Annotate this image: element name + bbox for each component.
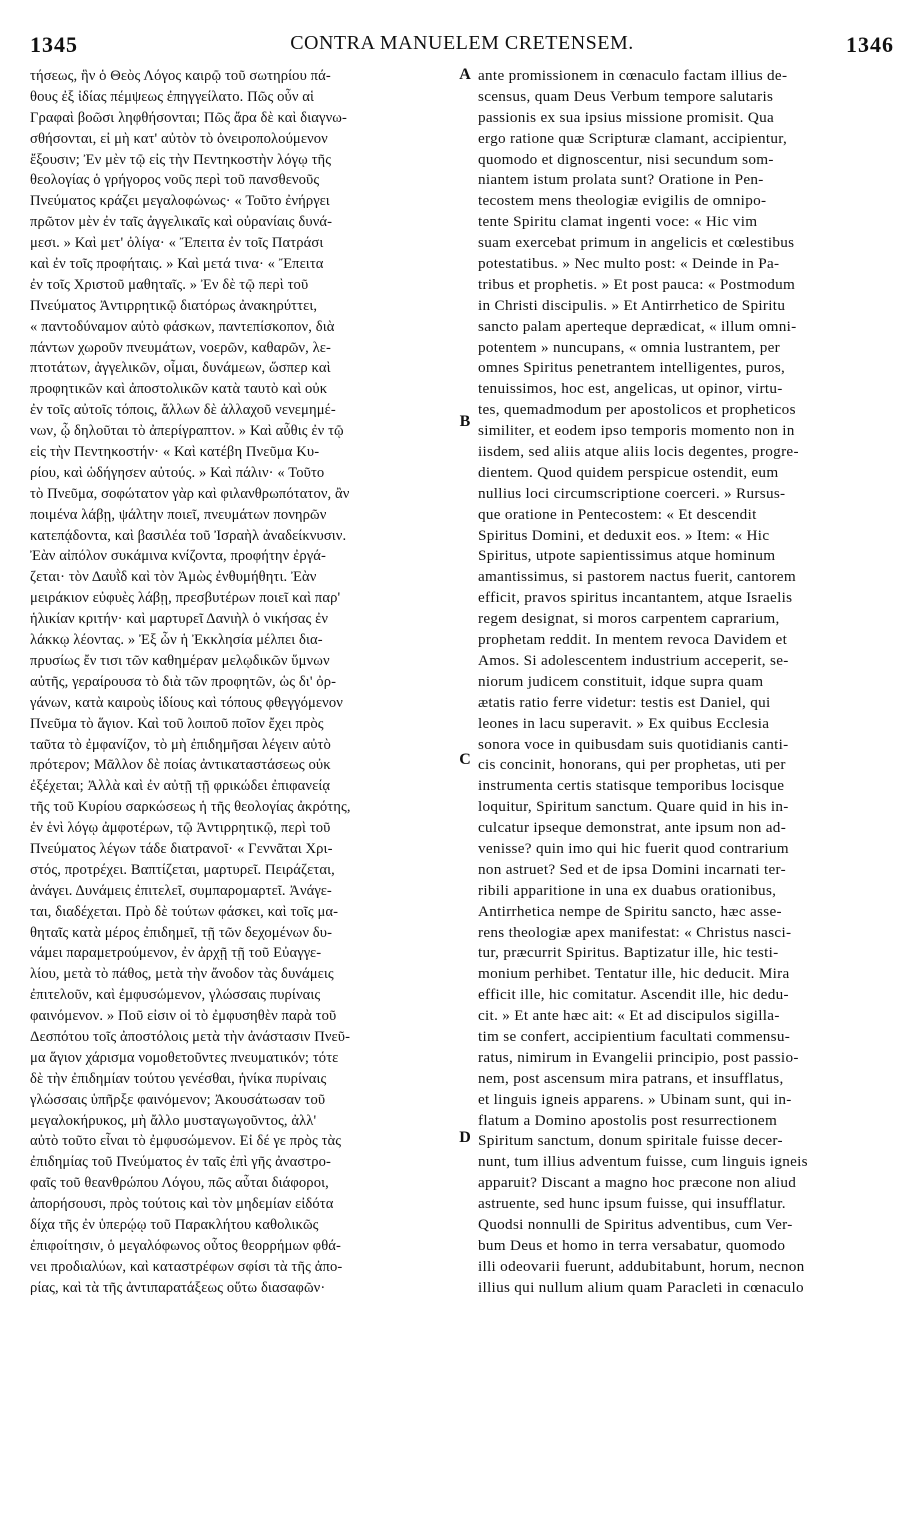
text-line: tur, præcurrit Spiritus. Baptizatur ille, hic testi- [478,944,779,962]
text-line: Ἐὰν αἰπόλον συκάμινα κνίζοντα, προφήτην ἐργά- [30,548,326,565]
text-line: ἡλικίαν κριτήν· καὶ μαρτυρεῖ Δανιὴλ ὁ νικήσας ἐν [30,611,329,628]
text-line: μεγαλοκήρυκος, μὴ ἄλλο μυσταγωγοῦντος, ἀλλ' [30,1112,317,1129]
text-line: iisdem, sed aliis atque aliis locis degentes, progre- [478,443,799,461]
text-line: rens theologiæ apex manifestat: « Christus nasci- [478,923,792,941]
text-line: ergo ratione quæ Scripturæ clamant, accipientur, [478,129,788,147]
margin-marker-b: B [459,413,471,430]
text-line: φαινόμενον. » Ποῦ εἰσιν οἱ τὸ ἐμφυσηθὲν παρὰ τοῦ [30,1008,337,1025]
text-line: Spiritus Domini, et deduxit eos. » Item: « Hic [478,526,770,544]
text-line: Quodsi nonnulli de Spiritus adventibus, cum Ver- [478,1215,793,1233]
text-line: Γραφαὶ βοῶσι ληφθήσονται; Πῶς ἄρα δὲ καὶ διαγνω- [30,109,347,126]
text-line: πρῶτον μὲν ἐν ταῖς ἀγγελικαῖς καὶ οὐρανίαις δυνά- [30,214,333,231]
text-line: αὐτὸ τοῦτο εἶναι τὸ ἐμφυσώμενον. Εἰ δέ γε πρὸς τὰς [30,1133,342,1150]
text-line: leones in lacu superavit. » Ex quibus Ecclesia [478,714,770,732]
text-line: κατεπᾴδοντα, καὶ βασιλέα τοῦ Ἰσραὴλ ἀναδείκνυσιν. [30,527,347,544]
text-line: et linguis igneis apparens. » Ubinam sunt, qui in- [478,1090,792,1108]
text-line: sancto palam aperteque deprædicat, « illum omni- [478,317,797,335]
text-line: omnes Spiritus penetrantem intelligentes, puros, [478,359,786,377]
text-line: μεσι. » Καὶ μετ' ὀλίγα· « Ἔπειτα ἐν τοῖς Πατράσι [30,235,324,252]
text-line: Πνεύματος Ἀντιρρητικῷ διατόρως ἀνακηρύττει, [30,297,318,314]
text-line: σθήσονται, εἰ μὴ κατ' αὐτὸν τὸ ὀνειροπολούμενον [30,130,328,147]
text-line: nunt, tum illius adventum fuisse, cum linguis igneis [478,1153,808,1171]
text-line: στός, προτρέχει. Βαπτίζεται, μαρτυρεῖ. Πειράζεται, [30,861,335,878]
text-line: ἐξέχεται; Ἀλλὰ καὶ ἐν αὐτῇ τῇ φρικώδει ἐπιφανείᾳ [30,778,331,795]
text-line: similiter, et eodem ipso temporis momento non in [478,422,795,440]
text-line: efficit ille, hic comitatur. Ascendit ille, hic dedu- [478,986,789,1004]
text-line: αὐτῆς, γεραίρουσα τὸ διὰ τῶν προφητῶν, ὡς δι' ὀρ- [30,673,337,690]
text-line: tes, quemadmodum per apostolicos et propheticos [478,401,796,419]
text-line: illi odeovarii fuerunt, addubitabunt, horum, necnon [478,1257,805,1275]
text-line: πάντων χωροῦν πνευμάτων, νοερῶν, καθαρῶν, λε- [30,339,331,356]
text-line: καὶ ἐν τοῖς προφήταις. » Καὶ μετά τινα· « Ἔπειτα [30,256,324,273]
text-line: cit. » Et ante hæc ait: « Et ad discipulos sigilla- [478,1007,780,1025]
text-line: θηταῖς κατὰ μέρος ἐπιδημεῖ, τῇ τῶν δεχομένων δυ- [30,924,333,941]
text-line: ante promissionem in cœnaculo factam illius de- [478,67,788,84]
text-line: illius qui nullum alium quam Paracleti in cœnaculo [478,1278,804,1296]
text-line: sonora voce in quibusdam suis quotidianis canti- [478,735,789,753]
text-line: tim se confert, accipientium facultati commensu- [478,1027,791,1045]
page-number-left: 1345 [30,32,78,57]
text-line: regem designat, si moros carpentem caprarium, [478,610,780,628]
text-line: εἰς τὴν Πεντηκοστήν· « Καὶ κατέβη Πνεῦμα Κυ- [30,444,320,461]
text-line: νων, ᾧ δηλοῦται τὸ ἀπερίγραπτον. » Καὶ αὖθις ἐν τῷ [30,423,344,440]
latin-text-column [478,66,894,1299]
text-line: Πνεύματος κράζει μεγαλοφώνως· « Τοῦτο ἐνήργει [30,193,330,210]
text-line: amantissimus, si pastorem nactus fuerit, cantorem [478,568,796,586]
text-line: apparuit? Discant a magno hoc præcone non aliud [478,1174,797,1192]
text-line: quomodo et dignoscentur, nisi secundum som- [478,150,774,168]
text-line: ætatis ratio ferre videtur: testis est Daniel, qui [478,693,771,711]
text-line: nem, post ascensum mira patrans, et insufflatus, [478,1069,784,1087]
text-line: « παντοδύναμον αὐτὸ φάσκων, παντεπίσκοπον, διὰ [30,318,335,335]
text-line: suam exercebat primum in angelicis et cœlestibus [478,234,795,252]
text-line: potentem » nuncupans, « omnia lustrantem, per [478,338,780,356]
text-line: γλώσσαις ὑπῆρξε φαινόμενον; Ἀκουσάτωσαν τοῦ [30,1091,326,1108]
text-line: in Christi discipulis. » Et Antirrhetico de Spiritu [478,296,786,314]
page-header [30,32,894,62]
text-line: venisse? quin imo qui hic fuerit quod contrarium [478,839,789,857]
text-line: δίχα τῆς ἐν ὑπερῴῳ τοῦ Παρακλήτου καθολικῶς [30,1216,319,1233]
page-number-right: 1346 [846,32,894,57]
text-line: astruente, sed hunc ipsum fuisse, qui insufflatur. [478,1195,786,1213]
text-line: tente Spiritu clamat ingenti voce: « Hic vim [478,213,758,231]
text-line: ζεται· τὸν Δαυῒδ καὶ τὸν Ἀμὼς ἐνθυμήθητι. Ἐὰν [30,569,317,586]
text-line: τῆς τοῦ Κυρίου σαρκώσεως ἡ τῆς θεολογίας ἀκρότης, [30,799,351,816]
text-line: τήσεως, ἣν ὁ Θεὸς Λόγος καιρῷ τοῦ σωτηρίου πά- [30,68,331,84]
text-line: δὲ τὴν ἐπιδημίαν τούτου γενέσθαι, ἡνίκα πυρίναις [30,1070,327,1087]
text-line: instrumenta certis statisque temporibus locisque [478,777,785,795]
text-line: ἔξουσιν; Ἐν μὲν τῷ εἰς τὴν Πεντηκοστὴν λόγῳ τῆς [30,151,332,168]
text-line: flatum a Domino apostolis post resurrectionem [478,1111,778,1129]
text-line: πτοτάτων, ἀγγελικῶν, οἶμαι, δυνάμεων, ὥσπερ καὶ [30,360,331,377]
text-line: θους ἐξ ἰδίας πέμψεως ἐπηγγείλατο. Πῶς οὖν αἱ [30,88,315,105]
text-line: Amos. Si adolescentem industrium acceperit, se- [478,651,789,669]
text-line: scensus, quam Deus Verbum tempore salutaris [478,87,774,105]
text-line: φαῖς τοῦ θεανθρώπου Λόγου, πῶς αὗται διάφοροι, [30,1175,329,1192]
text-line: λάκκῳ λέοντας. » Ἐξ ὧν ἡ Ἐκκλησία μέλπει δια- [30,632,323,649]
text-line: νάμει παραμετρούμενον, ἐν ἀρχῇ τῇ τοῦ Εὐαγγε- [30,945,322,962]
text-line: πρότερον; Μᾶλλον δὲ ποίας ἀντικαταστάσεως οὐκ [30,757,331,774]
text-line: Spiritum sanctum, donum spiritale fuisse decer- [478,1132,783,1150]
text-line: niorum judicem constituit, idque supra quam [478,672,764,690]
text-line: non astruet? Sed et de ipsa Domini incarnati ter- [478,860,786,878]
text-line: ribili apparitione in una ex duabus orationibus, [478,881,777,899]
text-line: θεολογίας ὁ γρήγορος νοῦς περὶ τοῦ πανσθενοῦς [30,172,320,189]
text-line: ἐν τοῖς Χριστοῦ μαθηταῖς. » Ἐν δὲ τῷ περὶ τοῦ [30,276,309,293]
text-line: Spiritus, utpote sapientissimus atque hominum [478,547,776,565]
text-line: prophetam reddit. In mentem revoca Davidem et [478,631,788,649]
text-line: γάνων, κατὰ καιροὺς ἰδίους καὶ τόπους φθεγγόμενον [30,694,343,711]
text-line: culcatur ipseque demonstrat, ante ipsum non ad- [478,819,787,837]
text-line: ἐπιτελοῦν, καὶ ἐμφυσώμενον, γλώσσαις πυρίναις [30,987,321,1004]
text-line: ποιμένα λάβῃ, ψάλτην ποιεῖ, πνευμάτων πονηρῶν [30,506,327,523]
text-line: ται, διαδέχεται. Πρὸ δὲ τούτων φάσκει, καὶ τοῖς μα- [30,903,339,920]
text-line: ἀνάγει. Δυνάμεις ἐπιτελεῖ, συμπαρομαρτεῖ. Ἀνάγε- [30,882,332,899]
text-line: que oratione in Pentecostem: « Et descendit [478,505,757,523]
text-line: ἐπιδημίας τοῦ Πνεύματος ἐν ταῖς ἐπὶ γῆς ἀναστρο- [30,1154,332,1171]
text-line: tenuissimos, hoc est, angelicas, ut opinor, virtu- [478,380,783,398]
text-line: ἀπορήσουσι, πρὸς τούτοις καὶ τὸν μηδεμίαν εἰδότα [30,1196,334,1213]
text-line: dientem. Quod quidem perspicue ostendit, eum [478,463,779,481]
text-line: niantem istum prolata sunt? Oratione in Pen- [478,171,764,189]
text-line: ταῦτα τὸ ἐμφανίζον, τὸ μὴ ἐπιδημῆσαι λέγειν αὐτὸ [30,736,331,753]
margin-marker-d: D [459,1129,471,1146]
text-line: bum Deus et homo in terra versabatur, quomodo [478,1236,786,1254]
text-line: Antirrhetica nempe de Spiritu sancto, hæc asse- [478,902,782,920]
text-line: ρίας, καὶ τὰ τῆς ἀντιπαρατάξεως οὕτω διασαφῶν· [30,1279,326,1296]
text-line: loquitur, Spiritum sanctum. Quare quid in his in- [478,798,789,816]
text-line: tecostem mens theologiæ evigilis de omnipo- [478,192,767,210]
text-line: προφητικῶν καὶ ἀποστολικῶν κατὰ ταυτὸ καὶ οὐκ [30,381,328,398]
text-line: πρυσίως ἔν τισι τῶν καθημέραν μελῳδικῶν ὕμνων [30,652,330,669]
running-title: CONTRA MANUELEM CRETENSEM. [290,32,634,54]
text-line: ἐν ἑνὶ λόγῳ ἀμφοτέρων, τῷ Ἀντιρρητικῷ, περὶ τοῦ [30,820,331,837]
text-line: τὸ Πνεῦμα, σοφώτατον γὰρ καὶ φιλανθρωπότατον, ἂν [30,485,350,502]
text-line: efficit, pravos spiritus incantantem, atque Israelis [478,589,793,607]
margin-marker-c: C [459,751,471,768]
greek-text-column [30,66,450,1299]
text-line: λίου, μετὰ τὸ πάθος, μετὰ τὴν ἄνοδον τὰς δυνάμεις [30,966,334,983]
text-line: passionis ex sua ipsius missione promisit. Qua [478,108,775,126]
text-line: monium perhibet. Tentatur ille, hic deducit. Mira [478,965,790,983]
text-line: potestatibus. » Nec multo post: « Deinde in Pa- [478,255,780,273]
text-line: cis concinit, honorans, qui per prophetas, uti per [478,756,786,774]
text-line: μειράκιον εὐφυὲς λάβῃ, πρεσβυτέρων ποιεῖ καὶ παρ' [30,590,341,607]
text-line: ρίου, καὶ ὡδήγησεν αὐτούς. » Καὶ πάλιν· « Τοῦτο [30,464,325,481]
text-line: ἐπιφοίτησιν, ὁ μεγαλόφωνος οὗτος θεορρήμων φθά- [30,1237,341,1254]
text-line: ἐν τοῖς αὐτοῖς τόποις, ἄλλων δὲ ἀλλαχοῦ νενεμημέ- [30,402,336,419]
text-line: μα ἅγιον χάρισμα νομοθετοῦντες πνευματικόν; τότε [30,1049,339,1066]
text-line: Πνεῦμα τὸ ἅγιον. Καὶ τοῦ λοιποῦ ποῖον ἔχει πρὸς [30,715,324,732]
text-line: tribus et prophetis. » Et post pauca: « Postmodum [478,275,796,293]
margin-marker-a: A [459,66,471,83]
text-line: ratus, nimirum in Evangelii principio, post passio- [478,1048,799,1066]
text-line: Πνεύματος λέγων τάδε διατρανοῖ· « Γεννᾶται Χρι- [30,840,333,857]
text-line: νει προδιαλύων, καὶ καταστρέφων σφίσι τὰ τῆς ἀπο- [30,1258,343,1275]
text-line: Δεσπότου τοῖς ἀποστόλοις μετὰ τὴν ἀνάστασιν Πνεῦ- [30,1028,351,1045]
text-line: nullius loci circumscriptione coerceri. » Rursus- [478,484,786,502]
